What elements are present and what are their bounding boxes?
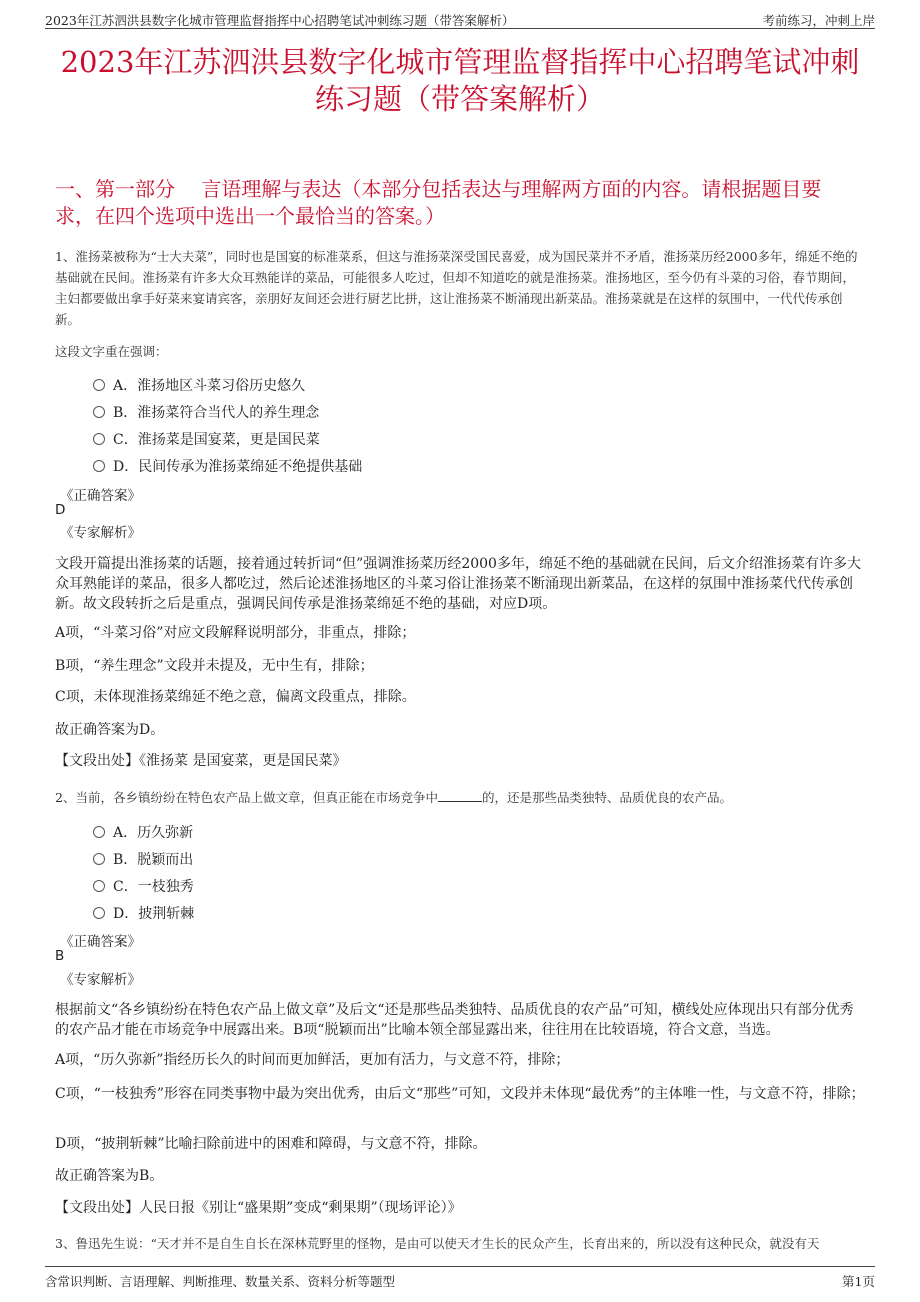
question-1-source: 【文段出处】《淮扬菜 是国宴菜，更是国民菜》 <box>55 753 347 769</box>
radio-icon[interactable] <box>93 460 105 472</box>
question-2-option-b[interactable]: B．脱颖而出 <box>93 849 193 869</box>
question-3-text: 3、鲁迅先生说：“天才并不是自生自长在深林荒野里的怪物，是由可以使天才生长的民众产生，长育出来的，所以没有这种民众，就没有天 <box>55 1236 820 1251</box>
question-2-text: 2、当前，各乡镇纷纷在特色农产品上做文章，但真正能在市场竞争中 的，还是那些品类独特、品质优良的农产品。 <box>55 790 732 805</box>
question-1-option-a[interactable]: A．淮扬地区斗菜习俗历史悠久 <box>93 375 305 395</box>
question-1-conclusion: 故正确答案为D。 <box>55 722 165 738</box>
question-1-text: 1、淮扬菜被称为“士大夫菜”，同时也是国宴的标准菜系，但这与淮扬菜深受国民喜爱，成为国民菜并不矛盾，淮扬菜历经2000多年，绵延不绝的基础就在民间。淮扬菜有许多大众耳熟能详的菜品，可能很多人吃过，但却不知道吃的就是淮扬菜。淮扬地区，至今仍有斗菜的习俗，春节期间，主妇都要做出拿手好菜来宴请宾客，亲朋好友间还会进行厨艺比拼，这让淮扬菜不断涌现出新菜品。淮扬菜就是在这样的氛围中，一代代传承创新。 <box>55 249 858 327</box>
question-2-note-c: C项，“一枝独秀”形容在同类事物中最为突出优秀，由后文“那些”可知，文段并未体现“最优秀”的主体唯一性，与文意不符，排除； <box>55 1086 865 1102</box>
header-slogan: 考前练习，冲刺上岸 <box>762 13 875 28</box>
radio-icon[interactable] <box>93 433 105 445</box>
radio-icon[interactable] <box>93 406 105 418</box>
radio-icon[interactable] <box>93 880 105 892</box>
question-1-note-a: A项，“斗菜习俗”对应文段解释说明部分，非重点，排除； <box>55 625 416 641</box>
question-2-option-c[interactable]: C．一枝独秀 <box>93 876 194 896</box>
question-1-option-c[interactable]: C．淮扬菜是国宴菜，更是国民菜 <box>93 429 320 449</box>
question-2-source: 【文段出处】人民日报《别让“盛果期”变成“剩果期”（现场评论）》 <box>55 1200 462 1216</box>
title-line-2: 练习题（带答案解析） <box>314 82 605 116</box>
question-1-analysis-label: 《专家解析》 <box>60 525 141 541</box>
question-2-note-a: A项，“历久弥新”指经历长久的时间而更加鲜活，更加有活力，与文意不符，排除； <box>55 1052 570 1068</box>
radio-icon[interactable] <box>93 853 105 865</box>
question-2-option-d[interactable]: D．披荆斩棘 <box>93 903 194 923</box>
question-1-note-b: B项，“养生理念”文段并未提及，无中生有，排除； <box>55 658 374 674</box>
header-doc-title: 2023年江苏泗洪县数字化城市管理监督指挥中心招聘笔试冲刺练习题（带答案解析） <box>45 13 515 28</box>
radio-icon[interactable] <box>93 826 105 838</box>
footer-topics: 含常识判断、言语理解、判断推理、数量关系、资料分析等题型 <box>45 1274 396 1289</box>
question-2-answer-label: 《正确答案》 <box>60 934 141 950</box>
title-line-1: 2023年江苏泗洪县数字化城市管理监督指挥中心招聘笔试冲刺 <box>60 45 860 79</box>
question-2-note-d: D项，“披荆斩棘”比喻扫除前进中的困难和障碍，与文意不符，排除。 <box>55 1136 487 1152</box>
page-header <box>45 8 875 29</box>
question-1-stem: 这段文字重在强调： <box>55 344 168 359</box>
question-1-analysis: 文段开篇提出淮扬菜的话题，接着通过转折词“但”强调淮扬菜历经2000多年，绵延不绝的基础就在民间，后文介绍淮扬菜有许多大众耳熟能详的菜品，很多人都吃过，然后论述淮扬地区的斗菜习俗让淮扬菜不断涌现出新菜品，在这样的氛围中淮扬菜代代传承创新。故文段转折之后是重点，强调民间传承是淮扬菜绵延不绝的基础，对应D项。 <box>55 556 861 612</box>
radio-icon[interactable] <box>93 907 105 919</box>
question-1-option-d[interactable]: D．民间传承为淮扬菜绵延不绝提供基础 <box>93 456 362 476</box>
fill-in-blank <box>438 801 482 802</box>
question-2-analysis: 根据前文“各乡镇纷纷在特色农产品上做文章”及后文“还是那些品类独特、品质优良的农产品”可知，横线处应体现出只有部分优秀的农产品才能在市场竞争中展露出来。B项“脱颖而出”比喻本领全部显露出来，往往用在比较语境，符合文意，当选。 <box>55 1002 854 1038</box>
radio-icon[interactable] <box>93 379 105 391</box>
question-1-note-c: C项，未体现淮扬菜绵延不绝之意，偏离文段重点，排除。 <box>55 689 416 705</box>
question-1-answer-label: 《正确答案》 <box>60 488 141 504</box>
page-number: 第1页 <box>842 1274 875 1289</box>
question-2-conclusion: 故正确答案为B。 <box>55 1168 164 1184</box>
question-1-option-b[interactable]: B．淮扬菜符合当代人的养生理念 <box>93 402 319 422</box>
question-2-answer: B <box>55 948 65 964</box>
page-title <box>40 44 880 118</box>
section-heading: 一、第一部分 言语理解与表达（本部分包括表达与理解两方面的内容。请根据题目要求，在四个选项中选出一个最恰当的答案。） <box>55 177 822 228</box>
page-footer <box>45 1266 875 1289</box>
question-2-option-a[interactable]: A．历久弥新 <box>93 822 193 842</box>
question-1-answer: D <box>55 502 66 518</box>
question-2-analysis-label: 《专家解析》 <box>60 972 141 988</box>
